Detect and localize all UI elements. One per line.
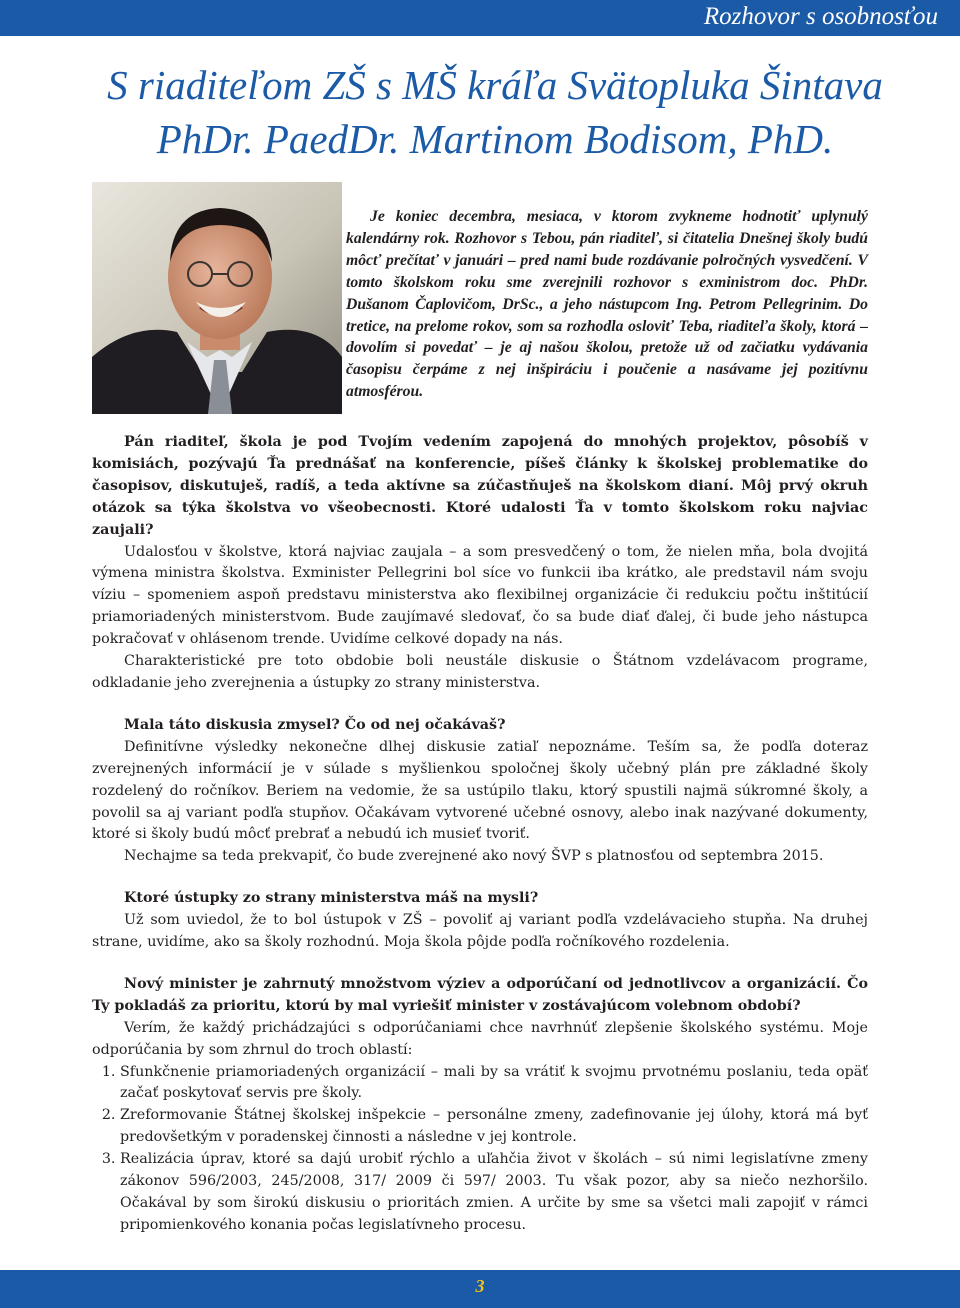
question-1: Pán riaditeľ, škola je pod Tvojím vedením zapojená do mnohých projektov, pôsobíš v komisiách, pozývajú Ťa prednášať na konferencie, píšeš články k školskej problematike do časopisov, diskutuješ, radíš, a teda aktívne sa zúčastňuješ na školskom dianí. Môj prvý okruh otázok sa týka školstva vo všeobecnosti. Ktoré udalosti Ťa v tomto školskom roku najviac zaujali? [92,434,868,538]
list-item: 3. Realizácia úprav, ktoré sa dajú urobiť rýchlo a uľahčia život v školách – sú nimi legislatívne zmeny zákonov 596/2003, 245/2008, 317/ 2009 či 597/ 2003. Tu však pozor, aby sa niečo nezhoršilo. Očakával by som širokú diskusiu o prioritách zmien. A určite by sme sa všetci mali zapojiť v rámci pripomienkového konania počas legislatívneho procesu. [120,1149,868,1237]
question-4: Nový minister je zahrnutý množstvom výziev a odporúčaní od jednotlivcov a organizácií. Čo Ty pokladáš za prioritu, ktorú by mal vyriešiť minister v zostávajúcom volebnom období? [92,975,868,1014]
interview-body [92,432,868,1237]
header-bar [0,0,960,36]
page-number: 3 [475,1276,485,1296]
answer-4: Verím, že každý prichádzajúci s odporúčaniami chce navrhnúť zlepšenie školského systému. Moje odporúčania by som zhrnul do troch oblastí: [92,1019,868,1058]
answer-2-paragraph-1: Definitívne výsledky nekonečne dlhej diskusie zatiaľ nepoznáme. Teším sa, že podľa doteraz zverejnených informácií je v súlade s myšlienkou spoločnej školy učebný plán pre základné školy rozdelený do ročníkov. Beriem na vedomie, že sa ustúpilo tlaku, ktorý spustili najmä súkromné školy, a povolil sa aj variant podľa stupňov. Očakávam vytvorené učebné osnovy, alebo inak nazývané dokumenty, ktoré si školy budú môcť prebrať a nebudú ich musieť tvoriť. [92,738,868,843]
answer-1-paragraph-1: Udalosťou v školstve, ktorá najviac zaujala – a som presvedčený o tom, že nielen mňa, bola dvojitá výmena ministra školstva. Exminister Pellegrini bol síce vo funkcii iba krátko, ale predstavil nám svoju víziu – spomeniem aspoň predstavu ministerstva ako flexibilnej organizácie či redukciu počtu inštitúcií priamoriadených ministerstvom. Bude zaujímavé sledovať, čo sa bude diať ďalej, či bude jeho nástupca pokračovať v ohlásenom trende. Uvidíme celkové dopady na nás. [92,543,868,648]
article-title [60,60,930,164]
title-line-1: S riaditeľom ZŠ s MŠ kráľa Svätopluka Šintava [107,62,883,108]
answer-1-paragraph-2: Charakteristické pre toto obdobie boli neustále diskusie o Štátnom vzdelávacom programe, odkladanie jeho zverejnenia a ústupky zo strany ministerstva. [92,653,868,691]
intro-text: Je koniec decembra, mesiaca, v ktorom zvykneme hodnotiť uplynulý kalendárny rok. Rozhovor s Tebou, pán riaditeľ, si čitatelia Dnešnej školy budú môcť prečítať v januári – pred nami bude rozdávanie polročných vysvedčení. V tomto školskom roku sme zverejnili rozhovor s exministrom doc. PhDr. Dušanom Čaplovičom, DrSc., a jeho nástupcom Ing. Petrom Pellegrinim. Do tretice, na prelome rokov, som sa rozhodla osloviť Teba, riaditeľa školy, ktorá – dovolím si povedať – je aj našou školou, pretože už od začiatku vydávania časopisu čerpáme z nej inšpiráciu i poučenie a nasávame jej pozitívnu atmosférou. [346,208,868,401]
section-label: Rozhovor s osobnosťou [703,3,938,30]
page-footer [0,1270,960,1308]
intro-paragraph [346,206,868,403]
title-line-2: PhDr. PaedDr. Martinom Bodisom, PhD. [156,116,834,162]
list-item: 1. Sfunkčnenie priamoriadených organizácií – mali by sa vrátiť k svojmu prvotnému poslaniu, teda opäť začať poskytovať servis pre školy. [120,1062,868,1106]
portrait-photo [92,182,342,414]
answer-3: Už som uviedol, že to bol ústupok v ZŠ – povoliť aj variant podľa vzdelávacieho stupňa. Na druhej strane, uvidíme, ako sa školy rozhodnú. Moja škola pôjde podľa ročníkového rozdelenia. [92,912,868,951]
list-item: 2. Zreformovanie Štátnej školskej inšpekcie – personálne zmeny, zadefinovanie jej úlohy, ktorá má byť predovšetkým v poradenskej činnosti a následne v jej kontrole. [120,1105,868,1149]
priority-list [92,1062,868,1237]
question-3: Ktoré ústupky zo strany ministerstva máš na mysli? [124,890,539,907]
answer-2-paragraph-2: Nechajme sa teda prekvapiť, čo bude zverejnené ako nový ŠVP s platnosťou od septembra 2015. [124,848,824,865]
question-2: Mala táto diskusia zmysel? Čo od nej očakávaš? [124,716,506,733]
portrait-illustration [92,182,342,414]
